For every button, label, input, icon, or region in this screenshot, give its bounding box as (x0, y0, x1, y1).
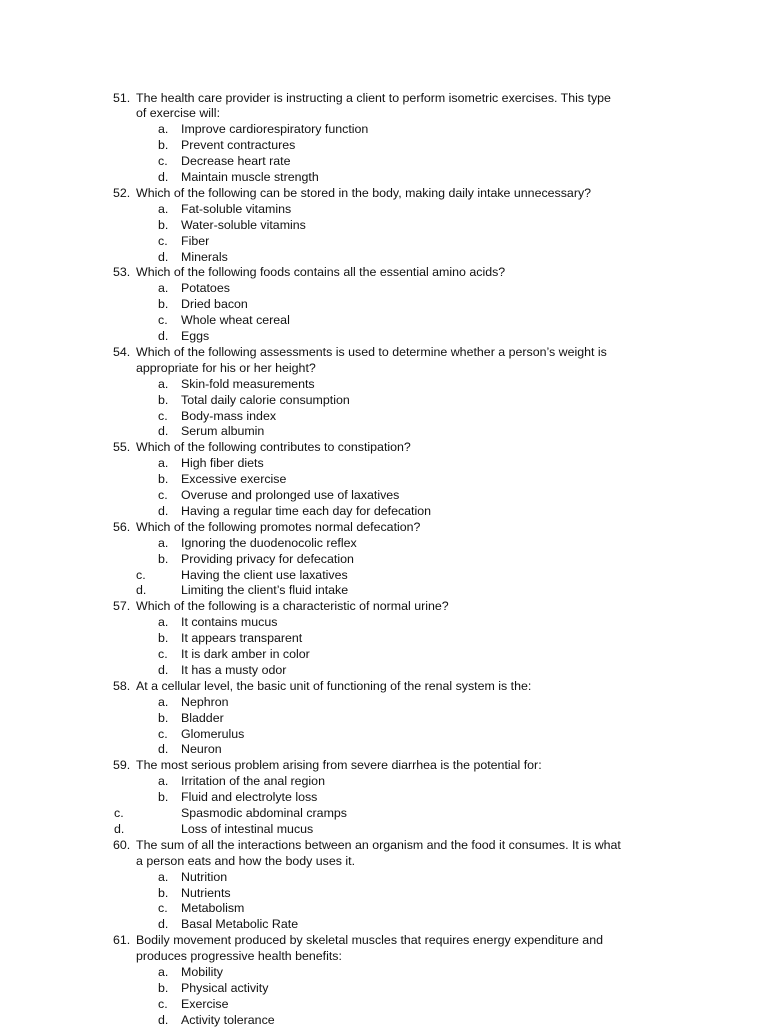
option-label: a. (158, 122, 169, 137)
option-text: Mobility (181, 965, 223, 979)
option-text: High fiber diets (181, 456, 264, 471)
option-text: Improve cardiorespiratory function (181, 122, 369, 137)
option-label: d. (158, 249, 169, 264)
option-label: c. (158, 488, 168, 502)
option-label: d. (114, 821, 125, 836)
option-text: Dried bacon (181, 297, 248, 312)
question-number: 57. (113, 599, 131, 614)
option-label: b. (158, 392, 169, 407)
option-label: d. (158, 917, 169, 932)
question-number: 60. (113, 837, 131, 852)
option-text: It contains mucus (181, 615, 278, 630)
option-label: c. (114, 806, 124, 820)
option-text: Neuron (181, 742, 222, 757)
question-number: 58. (113, 678, 131, 693)
question-text: Which of the following is a characteristic of normal urine? (136, 599, 449, 614)
option-text: Activity tolerance (181, 1012, 275, 1027)
question-text: a person eats and how the body uses it. (136, 853, 356, 868)
option-text: It is dark amber in color (181, 647, 310, 661)
option-text: Nephron (181, 694, 229, 709)
question-number: 53. (113, 265, 131, 280)
option-label: c. (158, 154, 168, 169)
option-text: Metabolism (181, 901, 245, 916)
option-label: a. (158, 535, 169, 550)
option-text: Whole wheat cereal (181, 313, 290, 328)
option-label: d. (158, 170, 169, 184)
option-label: c. (158, 408, 168, 423)
option-label: c. (158, 313, 168, 328)
option-label: a. (158, 774, 169, 789)
option-label: b. (158, 885, 169, 900)
option-label: c. (158, 726, 168, 741)
option-text: Exercise (181, 996, 229, 1011)
option-text: Maintain muscle strength (181, 170, 319, 184)
option-text: Excessive exercise (181, 472, 287, 487)
option-text: Ignoring the duodenocolic reflex (181, 535, 357, 550)
question-number: 52. (113, 185, 131, 200)
option-text: Irritation of the anal region (181, 774, 325, 789)
option-text: Bladder (181, 710, 224, 725)
option-label: a. (158, 615, 169, 630)
option-label: d. (158, 1012, 169, 1027)
option-label: b. (158, 138, 169, 153)
option-text: Physical activity (181, 980, 269, 995)
option-text: It has a musty odor (181, 662, 287, 677)
option-label: d. (136, 583, 147, 598)
option-text: Fat-soluble vitamins (181, 201, 292, 216)
option-label: c. (158, 233, 168, 248)
question-number: 59. (113, 758, 131, 773)
question-number: 51. (113, 90, 131, 105)
question-text: Bodily movement produced by skeletal muscles that requires energy expenditure and (136, 933, 603, 948)
question-text: Which of the following can be stored in the body, making daily intake unnecessary? (136, 185, 592, 200)
question-text: Which of the following promotes normal defecation? (136, 519, 421, 534)
option-text: Eggs (181, 329, 210, 343)
option-text: Loss of intestinal mucus (181, 821, 314, 836)
option-text: Spasmodic abdominal cramps (181, 806, 347, 820)
option-label: b. (158, 297, 169, 312)
option-label: b. (158, 472, 169, 487)
option-text: Limiting the client’s fluid intake (181, 583, 349, 598)
option-label: c. (158, 901, 168, 916)
option-text: Minerals (181, 249, 228, 264)
option-label: b. (158, 790, 169, 805)
option-label: d. (158, 424, 169, 439)
option-text: Skin-fold measurements (181, 376, 315, 391)
option-label: d. (158, 329, 169, 343)
option-text: Prevent contractures (181, 138, 296, 153)
option-label: a. (158, 965, 169, 979)
option-label: b. (158, 980, 169, 995)
option-text: Water-soluble vitamins (181, 217, 306, 232)
question-text: appropriate for his or her height? (136, 360, 316, 375)
question-number: 61. (113, 933, 131, 948)
option-text: It appears transparent (181, 631, 303, 646)
question-text: produces progressive health benefits: (136, 949, 342, 964)
option-text: Having a regular time each day for defecation (181, 503, 432, 518)
option-label: d. (158, 662, 169, 677)
question-text: The health care provider is instructing a client to perform isometric exercises. This type (136, 90, 611, 105)
option-text: Fiber (181, 233, 210, 248)
option-label: c. (136, 567, 146, 582)
question-text: The sum of all the interactions between an organism and the food it consumes. It is what (136, 837, 621, 852)
option-text: Glomerulus (181, 726, 245, 741)
question-text: At a cellular level, the basic unit of functioning of the renal system is the: (136, 678, 532, 693)
option-label: a. (158, 869, 169, 884)
option-text: Serum albumin (181, 424, 265, 439)
option-text: Providing privacy for defecation (181, 551, 354, 566)
option-text: Nutrients (181, 885, 231, 900)
option-label: a. (158, 201, 169, 216)
question-number: 54. (113, 344, 131, 359)
question-text: The most serious problem arising from severe diarrhea is the potential for: (136, 758, 542, 773)
option-text: Body-mass index (181, 408, 277, 423)
question-text: Which of the following contributes to constipation? (136, 440, 411, 455)
option-text: Fluid and electrolyte loss (181, 790, 318, 805)
option-text: Nutrition (181, 869, 228, 884)
option-label: c. (158, 996, 168, 1011)
option-text: Basal Metabolic Rate (181, 917, 299, 932)
question-text: Which of the following assessments is used to determine whether a person’s weight is (136, 344, 607, 359)
option-label: d. (158, 742, 169, 757)
option-label: b. (158, 710, 169, 725)
question-text: Which of the following foods contains all the essential amino acids? (136, 265, 506, 280)
option-label: a. (158, 376, 169, 391)
option-text: Having the client use laxatives (181, 567, 348, 582)
option-label: a. (158, 281, 169, 296)
option-text: Overuse and prolonged use of laxatives (181, 488, 400, 502)
option-label: a. (158, 694, 169, 709)
question-number: 56. (113, 519, 131, 534)
option-label: c. (158, 647, 168, 661)
question-text: of exercise will: (136, 106, 221, 121)
option-label: b. (158, 217, 169, 232)
option-text: Total daily calorie consumption (181, 392, 350, 407)
option-text: Potatoes (181, 281, 230, 296)
option-label: b. (158, 631, 169, 646)
option-text: Decrease heart rate (181, 154, 291, 169)
question-number: 55. (113, 440, 131, 455)
option-label: a. (158, 456, 169, 471)
option-label: d. (158, 503, 169, 518)
option-label: b. (158, 551, 169, 566)
